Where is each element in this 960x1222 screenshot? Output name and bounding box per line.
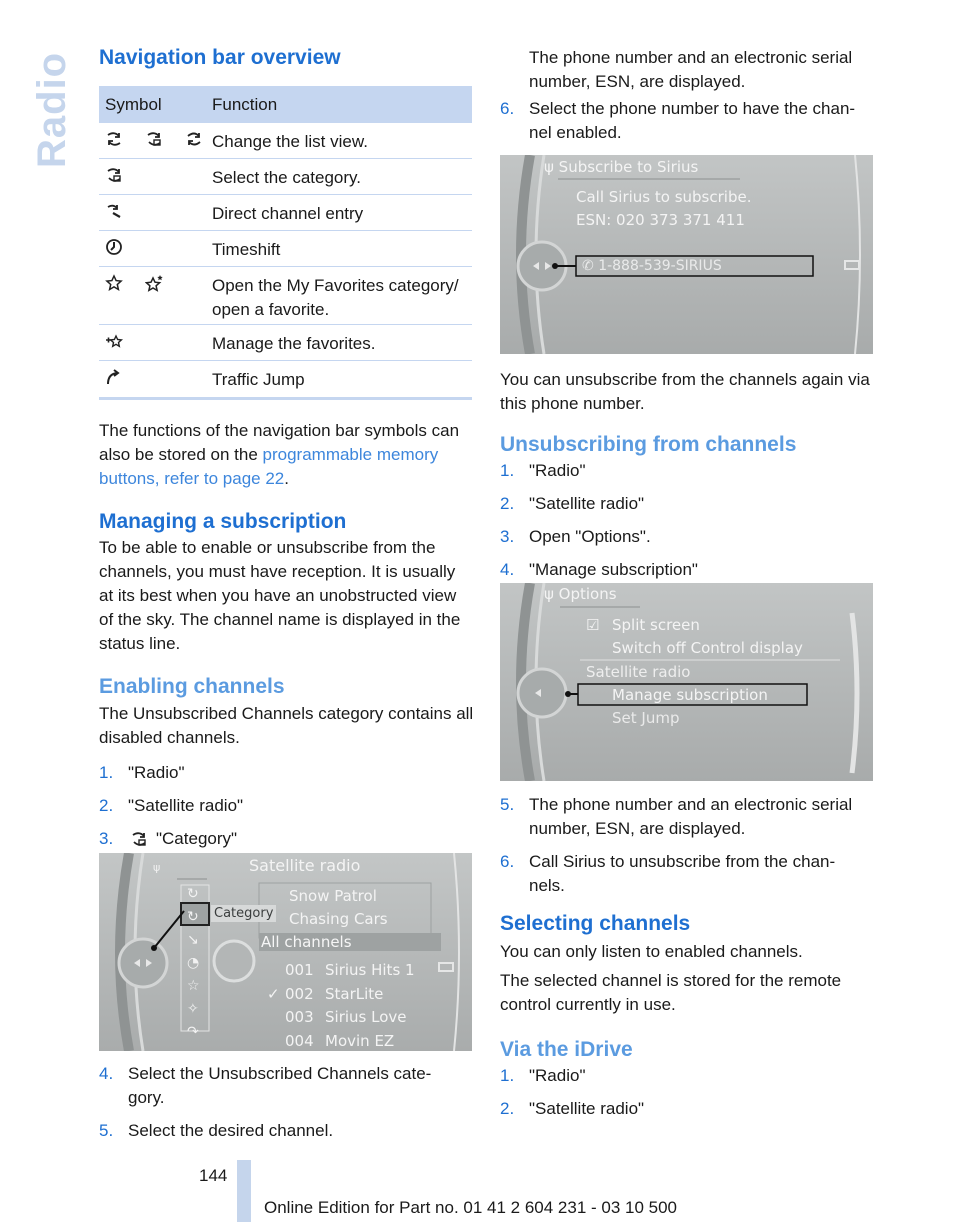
step-text: "Satellite radio" xyxy=(128,796,244,815)
list-view-a-icon xyxy=(105,130,123,148)
selecting-text-2: The selected channel is stored for the remote control currently in use. xyxy=(500,971,842,1014)
step-number: 2. xyxy=(500,494,515,513)
screen-title xyxy=(544,158,698,176)
step-text: Open "Options". xyxy=(529,527,651,546)
memory-note-end: . xyxy=(284,469,289,488)
esn-line: ESN: 020 373 371 411 xyxy=(576,211,745,229)
list-item xyxy=(500,525,874,549)
table-row xyxy=(99,267,472,325)
channel-number: 002 xyxy=(285,984,314,1003)
enabling-steps-continued xyxy=(99,1062,472,1152)
channel-row[interactable] xyxy=(267,1030,415,1052)
section-tab xyxy=(22,38,74,168)
nav-bar-icons xyxy=(187,883,200,1044)
phone-number-item[interactable] xyxy=(582,258,722,274)
table-row xyxy=(99,123,472,159)
step-number: 1. xyxy=(500,461,515,480)
step-text: "Satellite radio" xyxy=(529,494,645,513)
screen-title-text: Options xyxy=(558,585,617,603)
edition-footer: Online Edition for Part no. 01 41 2 604 231 - 03 10 500 xyxy=(264,1198,678,1217)
channel-row[interactable] xyxy=(267,983,415,1007)
row-function: Traffic Jump xyxy=(212,370,305,389)
nav-overview-title: Navigation bar overview xyxy=(99,46,341,69)
step-text: Select the Unsubscribed Channels cate‐ gory. xyxy=(128,1064,432,1107)
table-row xyxy=(99,361,472,397)
channel-number: 003 xyxy=(285,1008,314,1026)
list-item xyxy=(99,1062,472,1110)
row-function: Select the category. xyxy=(212,168,361,187)
options-screen xyxy=(500,583,873,781)
list-item xyxy=(500,850,874,898)
category-item[interactable]: Snow Patrol xyxy=(289,887,377,905)
wifi-icon: ψ xyxy=(153,861,161,874)
list-item xyxy=(99,794,472,818)
favorites-star-icon xyxy=(105,274,123,292)
timeshift-icon: ◔ xyxy=(187,955,200,971)
channel-row[interactable] xyxy=(267,1006,415,1030)
list-item xyxy=(500,1064,874,1088)
step-text: "Radio" xyxy=(529,461,586,480)
subscribe-screen xyxy=(500,155,873,354)
footer-bar xyxy=(237,1160,251,1222)
category-tooltip: Category xyxy=(211,905,276,922)
enabling-steps xyxy=(99,761,472,860)
managing-title: Managing a subscription xyxy=(99,510,347,533)
category-item[interactable]: Chasing Cars xyxy=(289,910,388,928)
list-item xyxy=(500,793,874,841)
programmable-memory-link[interactable]: programmable memory buttons, refer to page 22 xyxy=(99,445,439,488)
managing-text: To be able to enable or unsubscribe from the channels, you must have reception. It is usually at its best when you have an unobstructed view of the sky. The channel name is displayed in the status line. xyxy=(99,538,461,653)
channel-name: Movin EZ xyxy=(325,1031,395,1050)
favorite-star-filled-icon xyxy=(145,274,163,292)
direct-entry-icon: ↘ xyxy=(187,932,199,948)
table-row xyxy=(99,195,472,231)
enabling-title: Enabling channels xyxy=(99,675,285,698)
step-number: 5. xyxy=(500,795,515,814)
section-tab-label: Radio xyxy=(30,51,74,168)
step-text: The phone number and an electronic serial number, ESN, are displayed. xyxy=(529,795,853,838)
unsubscribing-steps xyxy=(500,459,874,591)
traffic-jump-icon: ↷ xyxy=(187,1024,199,1040)
enabling-text: The Unsubscribed Channels category contains all disabled channels. xyxy=(99,704,474,747)
row-function: Manage the favorites. xyxy=(212,334,376,353)
list-item xyxy=(500,459,874,483)
option-label: Split screen xyxy=(612,616,700,634)
row-function: Change the list view. xyxy=(212,132,368,151)
table-header xyxy=(99,86,472,123)
step-number: 4. xyxy=(500,560,515,579)
channel-name: Sirius Hits 1 xyxy=(325,961,415,979)
options-section-label: Satellite radio xyxy=(586,663,691,681)
header-function: Function xyxy=(212,94,278,114)
manage-favorites-icon xyxy=(105,332,123,350)
screen-title xyxy=(544,585,617,603)
switch-off-display-item[interactable]: Switch off Control display xyxy=(612,639,803,657)
set-jump-item[interactable]: Set Jump xyxy=(612,709,680,727)
list-item xyxy=(99,1119,472,1143)
split-screen-item[interactable] xyxy=(586,616,700,634)
traffic-jump-icon xyxy=(105,368,123,386)
step-number: 2. xyxy=(99,796,114,815)
enable-step-6 xyxy=(500,97,874,154)
table-row xyxy=(99,231,472,267)
manage-favorites-icon: ✧ xyxy=(187,1001,199,1017)
unsubscribe-note: You can unsubscribe from the channels again via this phone number. xyxy=(500,370,870,413)
list-item xyxy=(500,558,874,582)
step-number: 1. xyxy=(99,763,114,782)
wifi-icon: ψ xyxy=(544,158,559,176)
manage-subscription-item[interactable]: Manage subscription xyxy=(612,686,768,704)
all-channels-item[interactable]: All channels xyxy=(261,933,352,951)
screen-title: Satellite radio xyxy=(249,856,361,875)
step-text: Select the desired channel. xyxy=(128,1121,334,1140)
direct-entry-icon xyxy=(105,202,123,220)
channel-number: 001 xyxy=(285,961,314,979)
list-item xyxy=(500,492,874,516)
list-item xyxy=(500,97,874,145)
step-text: "Manage subscription" xyxy=(529,560,698,579)
step-text: "Radio" xyxy=(128,763,185,782)
header-symbol: Symbol xyxy=(105,94,162,114)
page-number: 144 xyxy=(199,1166,228,1185)
step-text: "Category" xyxy=(156,829,238,848)
table-bottom-rule xyxy=(99,397,472,400)
category-icon xyxy=(130,830,148,848)
table-row xyxy=(99,159,472,195)
table-row xyxy=(99,325,472,361)
selecting-title: Selecting channels xyxy=(500,912,691,935)
memory-note-text: The functions of the navigation bar symbols can also be stored on the xyxy=(99,421,460,464)
timeshift-icon xyxy=(105,238,123,256)
list-item xyxy=(99,761,472,785)
channel-number: 004 xyxy=(285,1031,314,1050)
category-icon: ↻ xyxy=(187,909,199,925)
step-text: "Radio" xyxy=(529,1066,586,1085)
nav-memory-note xyxy=(99,419,474,491)
step-text: "Satellite radio" xyxy=(529,1099,645,1118)
esn-display-note: The phone number and an electronic serial number, ESN, are displayed. xyxy=(529,48,853,91)
step-number: 2. xyxy=(500,1099,515,1118)
satellite-radio-screen xyxy=(99,853,472,1051)
row-function: Timeshift xyxy=(212,240,281,259)
step-number: 5. xyxy=(99,1121,114,1140)
step-number: 3. xyxy=(500,527,515,546)
list-view-icon: ↻ xyxy=(187,886,199,902)
unsubscribing-steps-continued xyxy=(500,793,874,907)
selecting-text-1: You can only listen to enabled channels. xyxy=(500,942,803,961)
list-view-c-icon xyxy=(185,130,203,148)
subscribe-line-1: Call Sirius to subscribe. xyxy=(576,188,752,206)
list-item xyxy=(99,827,472,851)
phone-number-text: 1-888-539-SIRIUS xyxy=(598,258,722,274)
channel-name: StarLite xyxy=(325,984,384,1003)
channel-name: Sirius Love xyxy=(325,1008,407,1026)
favorites-star-icon: ☆ xyxy=(187,978,200,994)
step-number: 6. xyxy=(500,99,515,118)
row-function: Open the My Favorites category/ open a favorite. xyxy=(212,276,459,319)
list-view-b-icon xyxy=(145,130,163,148)
checkbox-check-icon: ☑ xyxy=(586,616,600,634)
wifi-icon: ψ xyxy=(544,585,559,603)
unsubscribing-title: Unsubscribing from channels xyxy=(500,433,797,456)
step-number: 4. xyxy=(99,1064,114,1083)
step-number: 6. xyxy=(500,852,515,871)
screen-title-text: Subscribe to Sirius xyxy=(558,158,699,176)
nav-symbol-table xyxy=(99,86,472,400)
step-text: Select the phone number to have the chan‐ nel enabled. xyxy=(529,99,856,142)
step-text: Call Sirius to unsubscribe from the chan‐ nels. xyxy=(529,852,836,895)
channel-row[interactable] xyxy=(267,959,415,983)
row-function: Direct channel entry xyxy=(212,204,364,223)
phone-icon: ✆ xyxy=(582,258,599,274)
list-item xyxy=(500,1097,874,1121)
check-icon: ✓ xyxy=(267,984,280,1003)
category-icon xyxy=(105,166,123,184)
idrive-steps xyxy=(500,1064,874,1130)
step-number: 1. xyxy=(500,1066,515,1085)
step-number: 3. xyxy=(99,829,114,848)
idrive-title: Via the iDrive xyxy=(500,1038,633,1061)
